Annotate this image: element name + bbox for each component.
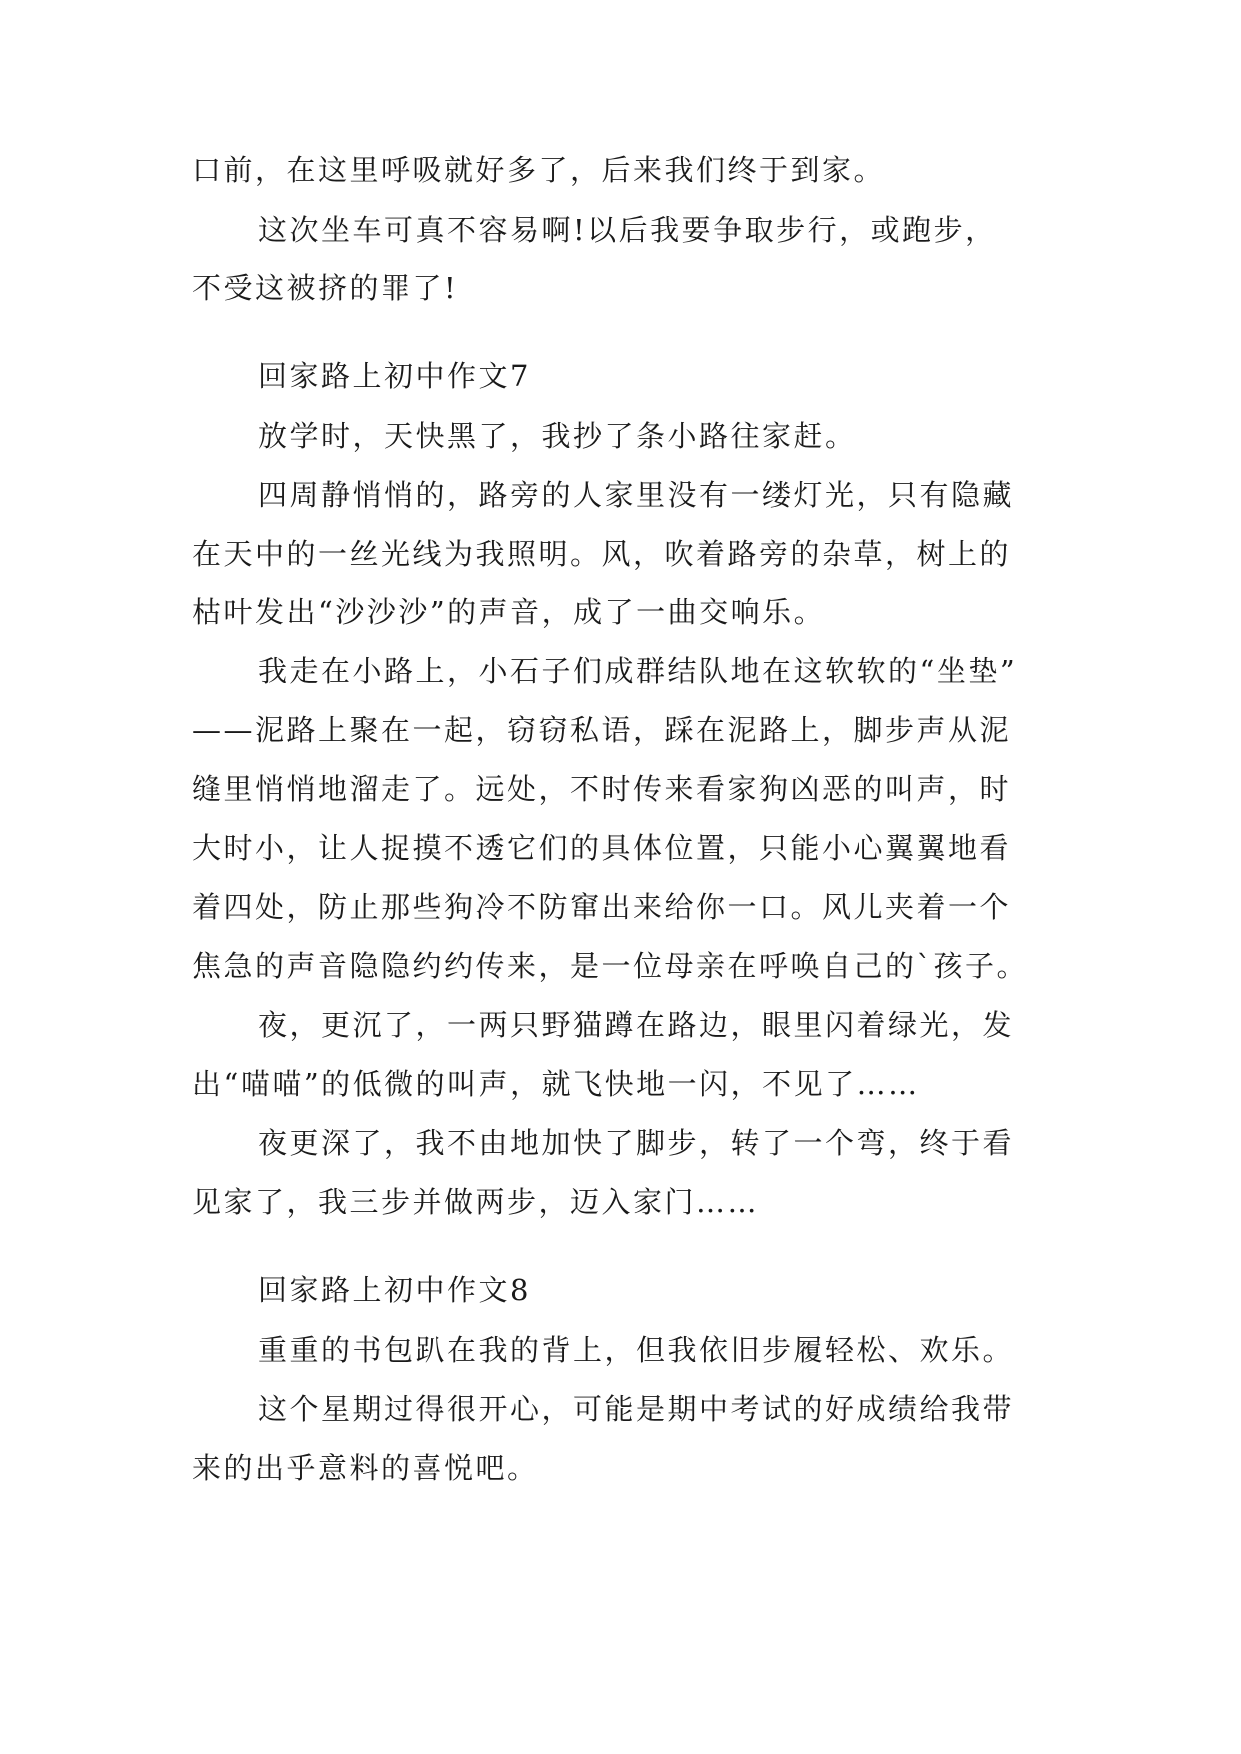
text-line: 出“喵喵”的低微的叫声，就飞快地一闪，不见了…… [192,1067,920,1101]
text-line: 缝里悄悄地溜走了。远处，不时传来看家狗凶恶的叫声，时 [192,772,1012,806]
text-line: 不受这被挤的罪了! [192,271,459,305]
text-line: 焦急的声音隐隐约约传来，是一位母亲在呼唤自己的`孩子。 [192,949,1029,983]
text-line: 重重的书包趴在我的背上，但我依旧步履轻松、欢乐。 [258,1333,1015,1367]
text-line: 这次坐车可真不容易啊!以后我要争取步行，或跑步， [258,213,997,247]
text-line: 来的出乎意料的喜悦吧。 [192,1451,539,1485]
text-line: 我走在小路上，小石子们成群结队地在这软软的“坐垫” [258,654,1018,688]
text-line: 夜，更沉了，一两只野猫蹲在路边，眼里闪着绿光，发 [258,1008,1015,1042]
text-line: 口前，在这里呼吸就好多了，后来我们终于到家。 [192,153,886,187]
section-heading: 回家路上初中作文8 [258,1273,531,1307]
text-line: 四周静悄悄的，路旁的人家里没有一缕灯光，只有隐藏 [258,478,1015,512]
text-line: 在天中的一丝光线为我照明。风，吹着路旁的杂草，树上的 [192,537,1012,571]
text-line: 见家了，我三步并做两步，迈入家门…… [192,1185,760,1219]
text-line: 着四处，防止那些狗冷不防窜出来给你一口。风儿夹着一个 [192,890,1012,924]
text-line: 枯叶发出“沙沙沙”的声音，成了一曲交响乐。 [192,595,826,629]
section-heading: 回家路上初中作文7 [258,359,531,393]
text-line: 大时小，让人捉摸不透它们的具体位置，只能小心翼翼地看 [192,831,1012,865]
text-line: 放学时，天快黑了，我抄了条小路往家赶。 [258,419,857,453]
text-line: ——泥路上聚在一起，窃窃私语，踩在泥路上，脚步声从泥 [192,713,1012,747]
text-line: 夜更深了，我不由地加快了脚步，转了一个弯，终于看 [258,1126,1015,1160]
text-line: 这个星期过得很开心，可能是期中考试的好成绩给我带 [258,1392,1015,1426]
